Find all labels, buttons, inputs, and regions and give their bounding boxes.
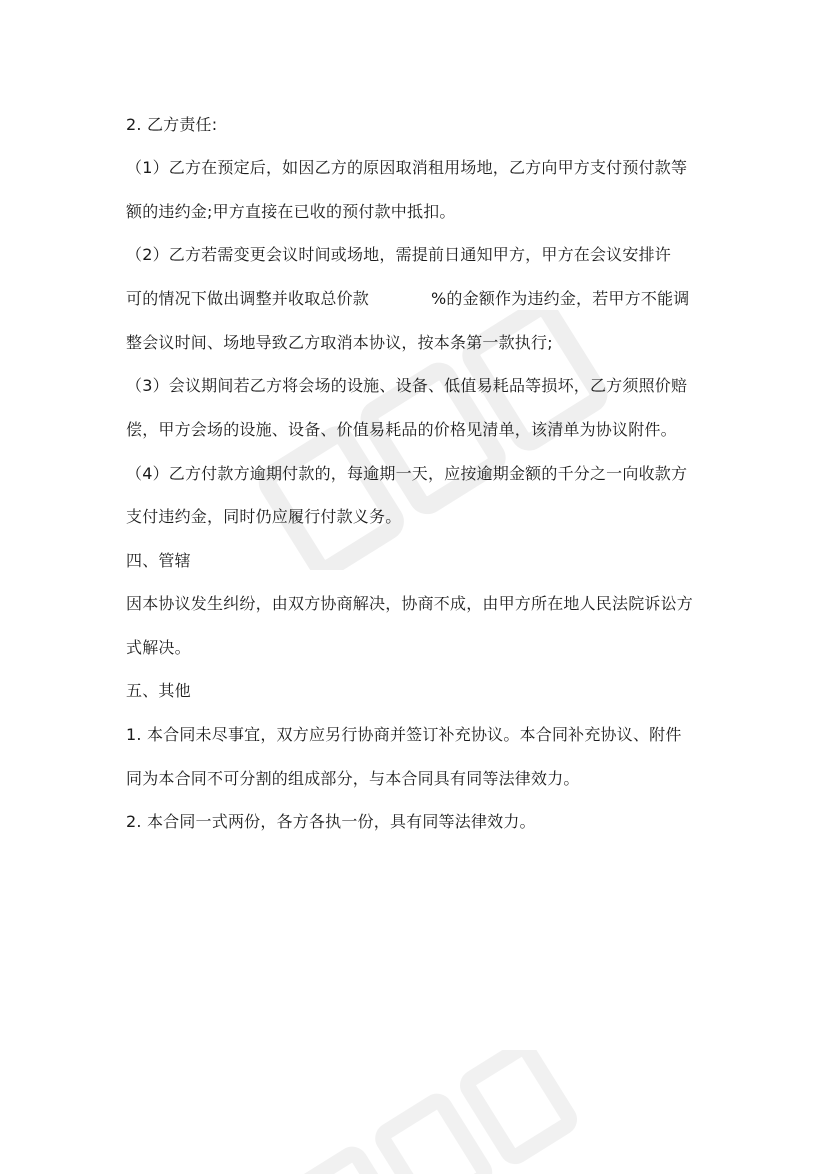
paragraph-line: （1）乙方在预定后，如因乙方的原因取消租用场地，乙方向甲方支付预付款等	[126, 158, 688, 177]
paragraph-line: 1. 本合同未尽事宜，双方应另行协商并签订补充协议。本合同补充协议、附件	[126, 725, 682, 744]
section-heading-jurisdiction: 四、管辖	[126, 551, 191, 570]
watermark-logo-bottom	[260, 1050, 600, 1174]
paragraph-line: 额的违约金;甲方直接在已收的预付款中抵扣。	[126, 202, 456, 221]
paragraph-line: 式解决。	[126, 638, 191, 657]
paragraph-line	[126, 288, 689, 310]
paragraph-line: （3）会议期间若乙方将会场的设施、设备、低值易耗品等损坏，乙方须照价赔	[126, 376, 688, 395]
paragraph-line-part: 可的情况下做出调整并收取总价款	[126, 289, 370, 308]
paragraph-line: 因本协议发生纠纷，由双方协商解决，协商不成，由甲方所在地人民法院诉讼方	[126, 594, 694, 613]
paragraph-line-part: %的金额作为违约金，若甲方不能调	[431, 289, 690, 308]
paragraph-line: 偿，甲方会场的设施、设备、价值易耗品的价格见清单，该清单为协议附件。	[126, 420, 677, 439]
section-heading-other: 五、其他	[126, 681, 191, 700]
paragraph-line: （2）乙方若需变更会议时间或场地，需提前日通知甲方，甲方在会议安排许	[126, 245, 671, 264]
section-heading-party-b-responsibility: 2. 乙方责任:	[126, 115, 218, 134]
paragraph-line: 支付违约金，同时仍应履行付款义务。	[126, 507, 402, 526]
paragraph-line: （4）乙方付款方逾期付款的，每逾期一天，应按逾期金额的千分之一向收款方	[126, 464, 688, 483]
paragraph-line: 整会议时间、场地导致乙方取消本协议，按本条第一款执行;	[126, 333, 553, 352]
paragraph-line: 同为本合同不可分割的组成部分，与本合同具有同等法律效力。	[126, 769, 580, 788]
paragraph-line: 2. 本合同一式两份，各方各执一份，具有同等法律效力。	[126, 812, 536, 831]
